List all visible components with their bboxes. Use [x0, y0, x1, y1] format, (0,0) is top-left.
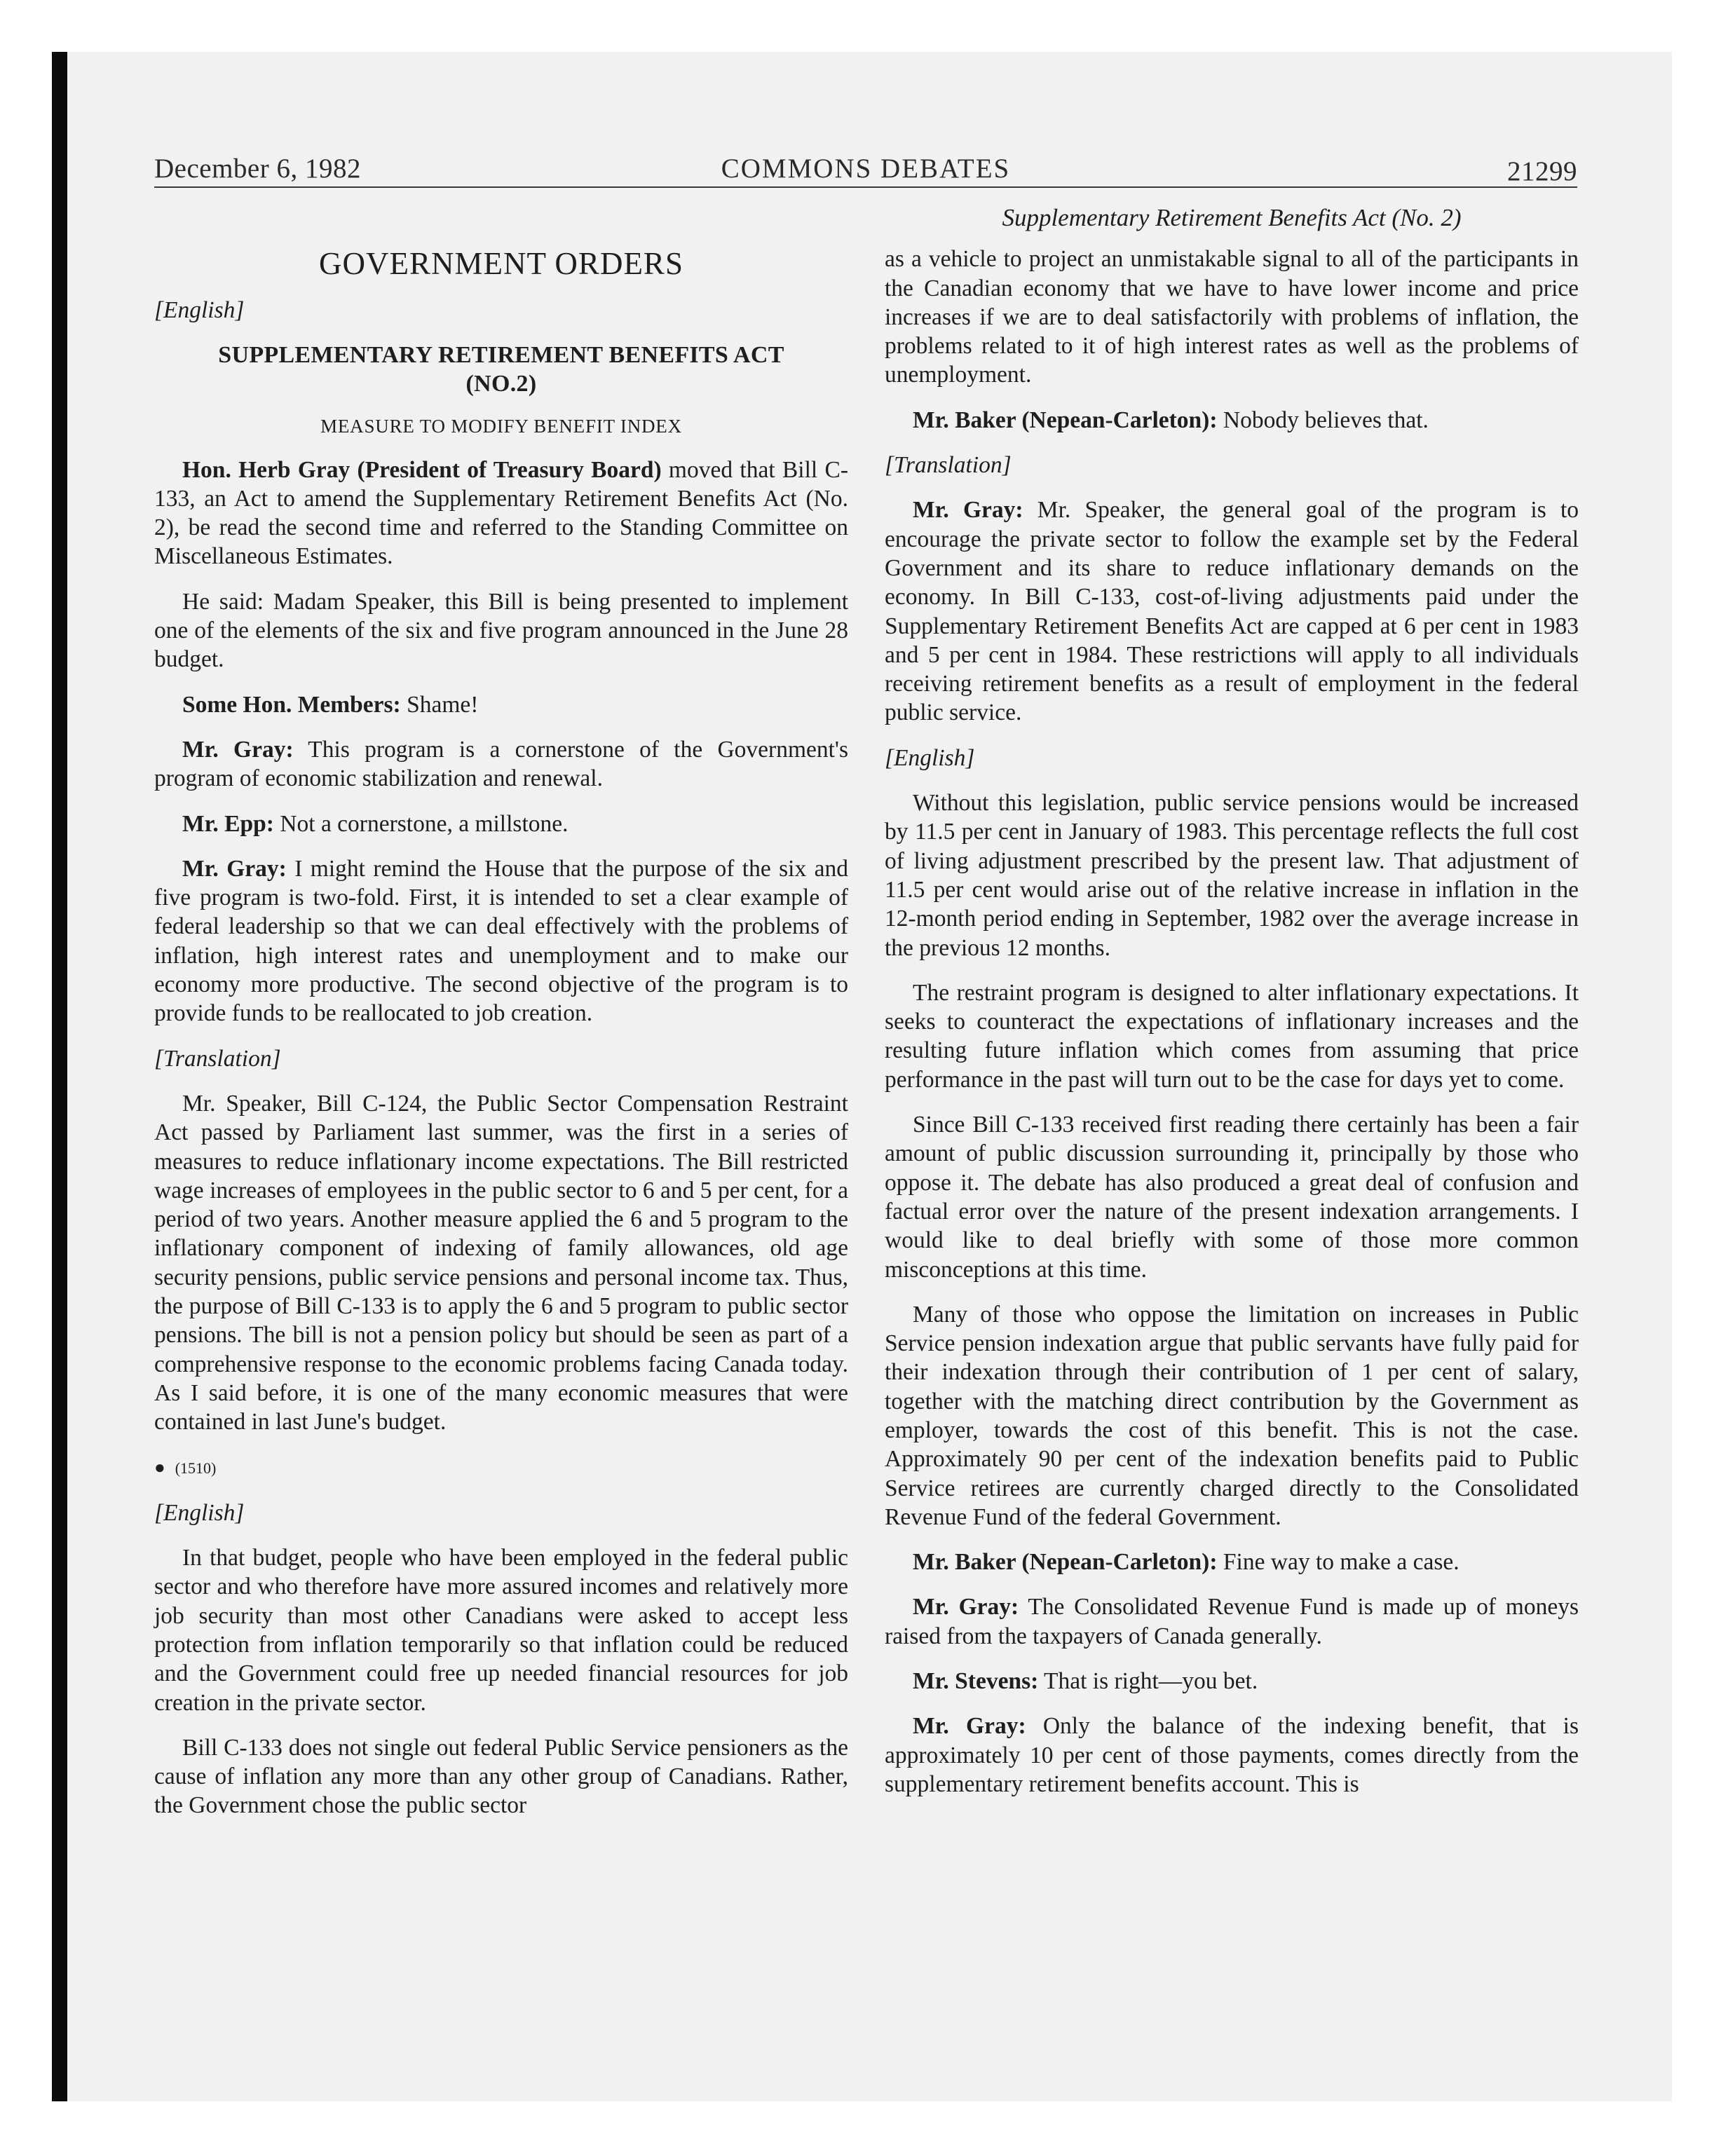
speaker-name: Mr. Gray: [913, 1594, 1019, 1621]
paragraph: He said: Madam Speaker, this Bill is being presented to implement one of the elements of the six and five program announced in the June 28 budget. [154, 588, 848, 673]
speaker-name: Mr. Gray: [182, 736, 294, 763]
header-page-number: 21299 [1507, 156, 1577, 186]
speaker-name: Mr. Gray: [182, 855, 287, 882]
language-marker: [Translation] [885, 452, 1012, 479]
paragraph [885, 1712, 1579, 1799]
speech-text: This program is a cornerstone of the Government's program of economic stabilization and renewal. [154, 736, 848, 792]
paragraph: Many of those who oppose the limitation on increases in Public Service pension indexation argue that public servants have fully paid for their indexation through their contribution of 1 per cent of salary, together with the matching direct contribution by the Government as employer, towards the cost of this benefit. This is not the case. Approximately 90 per cent of the indexation benefits paid to Public Service retirees are currently charged directly to the Consolidated Revenue Fund of the federal Government. [885, 1301, 1579, 1530]
speaker-name: Mr. Epp: [182, 810, 274, 837]
scan-border [52, 52, 67, 2101]
paragraph [154, 810, 848, 838]
header-date: December 6, 1982 [154, 153, 361, 184]
language-marker: [English] [885, 744, 975, 771]
right-column [885, 203, 1579, 1815]
paragraph: Since Bill C-133 received first reading there certainly has been a fair amount of public discussion surrounding it, principally by those who oppose it. The debate has also produced a great deal of confusion and factual error over the nature of the present indexation arrangements. I would like to deal briefly with some of those more common misconceptions at this time. [885, 1112, 1579, 1283]
paragraph: In that budget, people who have been employed in the federal public sector and who therefore have more assured incomes and relatively more job security than most other Canadians were asked to accept less protection from inflation temporarily so that inflation could be reduced and the Government could free up needed financial resources for job creation in the private sector. [154, 1545, 848, 1716]
paragraph [154, 735, 848, 793]
speech-text: Mr. Speaker, the general goal of the program is to encourage the private sector to follow the example set by the Federal Government and its share to reduce inflationary demands on the economy. In Bill C-133, cost-of-living adjustments paid under the Supplementary Retirement Benefits Act are capped at 6 per cent in 1983 and 5 per cent in 1984. These restrictions will apply to all individuals receiving retirement benefits as a result of employment in the federal public service. [885, 497, 1579, 726]
speaker-name: Mr. Stevens: [913, 1668, 1039, 1695]
bill-title-line: SUPPLEMENTARY RETIREMENT BENEFITS ACT [218, 342, 784, 369]
bullet-icon: ● [154, 1456, 165, 1478]
paragraph [885, 1548, 1579, 1576]
paragraph [885, 406, 1579, 435]
speech-text: That is right—you bet. [1038, 1668, 1258, 1695]
paragraph [885, 1592, 1579, 1651]
paragraph [885, 496, 1579, 727]
speech-text: Not a cornerstone, a millstone. [273, 810, 569, 837]
speaker-name: Mr. Gray: [913, 497, 1023, 524]
bill-title-line: (NO.2) [465, 371, 537, 397]
time-stamp [154, 1453, 848, 1482]
paragraph: as a vehicle to project an unmistakable signal to all of the participants in the Canadian economy that we have to have lower income and price increases if we are to deal satisfactorily with problems of inflation, the problems related to it of high interest rates as well as the problems of unemployment. [885, 246, 1579, 388]
paragraph: Bill C-133 does not single out federal Public Service pensioners as the cause of inflation any more than any other group of Canadians. Rather, the Government chose the public sector [154, 1734, 848, 1819]
speech-text: The Consolidated Revenue Fund is made up of moneys raised from the taxpayers of Canada generally. [885, 1594, 1579, 1649]
bill-title [154, 341, 848, 398]
left-column [154, 245, 848, 1836]
language-marker: [English] [154, 1499, 245, 1526]
speech-text: Nobody believes that. [1217, 407, 1429, 433]
paragraph: Without this legislation, public service pensions would be increased by 11.5 per cent in January of 1983. This percentage reflects the full cost of living adjustment prescribed by the present law. That adjustment of 11.5 per cent would arise out of the relative increase in inflation in the 12-month period ending in September, 1982 over the average increase in the previous 12 months. [885, 790, 1579, 961]
subheading: MEASURE TO MODIFY BENEFIT INDEX [320, 416, 682, 437]
running-title: Supplementary Retirement Benefits Act (No. 2) [1002, 204, 1462, 231]
paragraph: The restraint program is designed to alter inflationary expectations. It seeks to counteract the expectations of inflationary increases and the resulting future inflation which comes from assuming that price performance in the past will turn out to be the case for days yet to come. [885, 979, 1579, 1093]
time-stamp-text: (1510) [175, 1459, 217, 1477]
speech-text: Shame! [400, 691, 479, 718]
paragraph [154, 456, 848, 571]
speech-text: Only the balance of the indexing benefit, that is approximately 10 per cent of those payments, comes directly from the supplementary retirement benefits account. This is [885, 1713, 1579, 1797]
speaker-name: Some Hon. Members: [182, 691, 401, 718]
header-journal-title: COMMONS DEBATES [721, 153, 1011, 184]
language-marker: [English] [154, 297, 245, 323]
speech-text: I might remind the House that the purpose of the six and five program is two-fold. First, it is intended to set a clear example of federal leadership so that we can deal effectively with the problems of inflation, high interest rates and unemployment and to make our economy more productive. The second objective of the program is to provide funds to be reallocated to job creation. [154, 855, 849, 1027]
speech-text: moved that Bill C-133, an Act to amend the Supplementary Retirement Benefits Act (No. 2), be read the second time and referred to the Standing Committee on Miscellaneous Estimates. [154, 456, 848, 570]
speaker-name: Mr. Gray: [913, 1713, 1026, 1740]
speech-text: Fine way to make a case. [1217, 1549, 1460, 1576]
page-header [154, 153, 1577, 188]
speaker-name: Hon. Herb Gray (President of Treasury Board) [182, 456, 662, 483]
speaker-name: Mr. Baker (Nepean-Carleton): [913, 407, 1218, 433]
paragraph [154, 854, 848, 1028]
language-marker: [Translation] [154, 1045, 281, 1072]
speaker-name: Mr. Baker (Nepean-Carleton): [913, 1549, 1218, 1576]
header-rule [154, 186, 1577, 188]
section-title: GOVERNMENT ORDERS [319, 246, 683, 281]
paragraph: Mr. Speaker, Bill C-124, the Public Sector Compensation Restraint Act passed by Parliament last summer, was the first in a series of measures to reduce inflationary income expectations. The Bill restricted wage increases of employees in the public sector to 6 and 5 per cent, for a period of two years. Another measure applied the 6 and 5 program to the inflationary component of indexing of family allowances, old age security pensions, public service pensions and personal income tax. Thus, the purpose of Bill C-133 is to apply the 6 and 5 program to public sector pensions. The bill is not a pension policy but should be seen as part of a comprehensive response to the economic problems facing Canada today. As I said before, it is one of the many economic measures that were contained in last June's budget. [154, 1090, 848, 1435]
paragraph [885, 1667, 1579, 1696]
paragraph [154, 690, 848, 719]
